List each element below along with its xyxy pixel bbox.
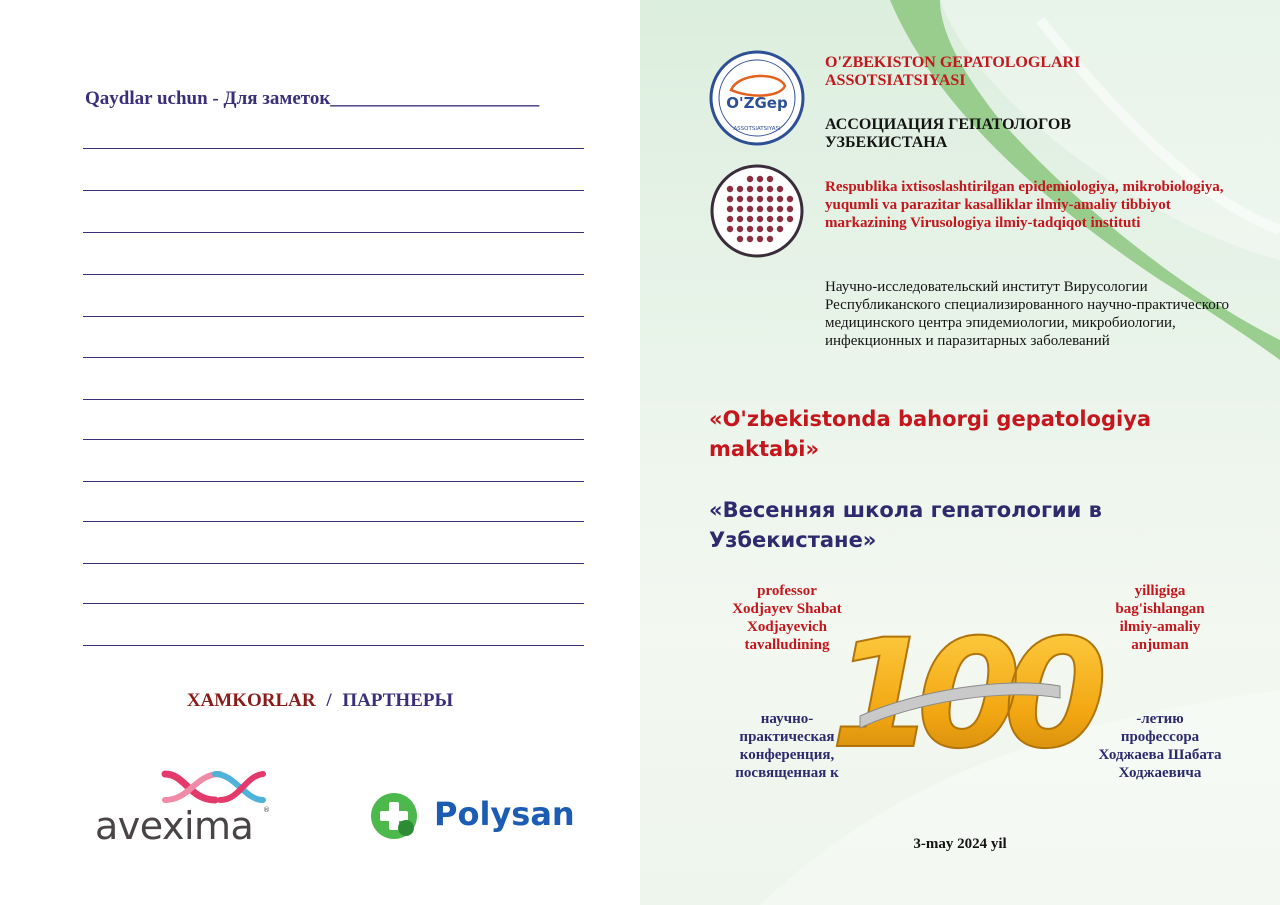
polysan-cross-icon [370, 792, 418, 840]
hundred-anniversary-graphic [830, 596, 1090, 782]
note-line [83, 399, 584, 400]
hundred-number: 100 [830, 608, 1090, 782]
avexima-mark-icon [95, 770, 275, 806]
polysan-wordmark: Polysan [434, 795, 575, 833]
dedication-ru-left: научно- практическая конференция, посвященная к [735, 711, 839, 781]
note-line [83, 274, 584, 275]
registered-mark: ® [263, 806, 270, 814]
note-line [83, 190, 584, 191]
dedication-uz-right: yilligiga bag'ishlangan ilmiy-amaliy anjuman [1115, 583, 1205, 653]
event-date: 3-may 2024 yil [913, 836, 1007, 852]
institute-name-uz: Respublika ixtisoslashtirilgan epidemiologiya, mikrobiologiya, yuqumli va parazitar kasalliklar ilmiy-amaliy tibbiyot markazining Virusologiya ilmiy-tadqiqot instituti [825, 179, 1224, 231]
cover-page [640, 0, 1280, 905]
polysan-logo [370, 792, 590, 842]
ozgep-logo-ring-text: ASSOTSIATSIYASI [733, 126, 781, 132]
ozgep-logo-text: O'ZGep [726, 94, 788, 112]
partners-heading [0, 690, 640, 712]
note-line [83, 603, 584, 604]
association-name-uz: O'ZBEKISTON GEPATOLOGLARI ASSOTSIATSIYASI [825, 54, 1081, 89]
school-title-uz: «O'zbekistonda bahorgi gepatologiya maktabi» [709, 407, 1152, 461]
institute-name-ru: Научно-исследовательский институт Вирусологии Республиканского специализированного научно-практического медицинского центра эпидемиологии, микробиологии, инфекционных и паразитарных заболеваний [825, 279, 1230, 349]
dedication-ru-right: -летию профессора Ходжаева Шабата Ходжаевича [1098, 711, 1222, 781]
note-line [83, 357, 584, 358]
school-title-ru: «Весенняя школа гепатологии в Узбекистане» [709, 498, 1102, 552]
note-line [83, 148, 584, 149]
dedication-uz-left: professor Xodjayev Shabat Xodjayevich tavalludining [732, 583, 842, 653]
avexima-logo [95, 770, 275, 850]
note-line [83, 645, 584, 646]
association-name-ru: АССОЦИАЦИЯ ГЕПАТОЛОГОВ УЗБЕКИСТАНА [825, 116, 1072, 151]
note-line [83, 481, 584, 482]
note-line [83, 563, 584, 564]
ozgep-logo-icon [709, 50, 805, 146]
note-line [83, 316, 584, 317]
virology-institute-logo-icon [709, 163, 805, 259]
partners-separator: / [326, 690, 332, 711]
partners-label-ru: ПАРТНЕРЫ [342, 690, 454, 711]
avexima-wordmark: avexima [95, 804, 254, 848]
partners-label-uz: XAMKORLAR [186, 690, 316, 711]
note-line [83, 439, 584, 440]
note-line [83, 521, 584, 522]
notes-title: Qaydlar uchun - Для заметок______________________ [85, 88, 540, 109]
note-line [83, 232, 584, 233]
